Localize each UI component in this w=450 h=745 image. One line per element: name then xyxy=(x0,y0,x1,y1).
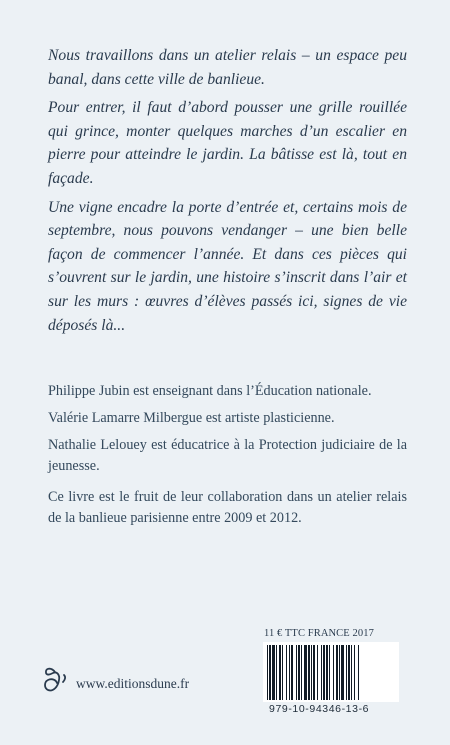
isbn-number: 979-10-94346-13-6 xyxy=(269,703,370,715)
barcode-bar xyxy=(329,645,330,700)
barcode-bar xyxy=(317,645,318,700)
barcode-bar xyxy=(336,645,338,700)
barcode-bar xyxy=(269,645,271,700)
barcode-bar xyxy=(313,645,315,700)
barcode-bar xyxy=(304,645,307,700)
barcode-bar xyxy=(358,645,359,700)
barcode-bar xyxy=(351,645,352,700)
barcode-bar xyxy=(286,645,287,700)
intro-paragraph-1: Nous travaillons dans un atelier relais – un espace peu banal, dans cette ville de banlieue. xyxy=(48,47,407,88)
barcode-bar xyxy=(323,645,325,700)
barcode-bar xyxy=(348,645,350,700)
intro-paragraph-3: Une vigne encadre la porte d’entrée et, certains mois de septembre, nous pouvons vendanger – une bien belle façon de commencer l’année. Et dans ces pièces qui s’ouvrent sur le jardin, une histoire s’inscrit dans l’air et sur les murs : œuvres d’élèves passés ici, signes de vie déposés là... xyxy=(48,198,407,334)
intro-paragraph-2: Pour entrer, il faut d’abord pousser une grille rouillée qui grince, monter quelques marches d’un escalier en pierre pour atteindre le jardin. La bâtisse est là, tout en façade. xyxy=(48,99,407,187)
barcode-bar xyxy=(289,645,290,700)
publisher-logo xyxy=(42,665,70,695)
intro-text xyxy=(48,44,407,342)
barcode-bar xyxy=(339,645,340,700)
barcode-bar xyxy=(282,645,283,700)
bio-valerie-lamarre-milbergue: Valérie Lamarre Milbergue est artiste plasticienne. xyxy=(48,410,335,426)
barcode-bar xyxy=(354,645,355,700)
barcode-bar xyxy=(291,645,293,700)
barcode-bar xyxy=(341,645,344,700)
price-label: 11 € TTC FRANCE 2017 xyxy=(264,628,374,639)
barcode-bar xyxy=(333,645,334,700)
barcode-bar xyxy=(272,645,275,700)
collaboration-note: Ce livre est le fruit de leur collaboration dans un atelier relais de la banlieue parisienne entre 2009 et 2012. xyxy=(48,489,407,526)
barcode-bar xyxy=(276,645,277,700)
barcode-bar xyxy=(321,645,322,700)
barcode xyxy=(263,642,399,702)
bio-philippe-jubin: Philippe Jubin est enseignant dans l’Éducation nationale. xyxy=(48,383,372,399)
bio-nathalie-lelouey: Nathalie Lelouey est éducatrice à la Protection judiciaire de la jeunesse. xyxy=(48,437,407,474)
author-bios xyxy=(48,381,407,535)
barcode-bar xyxy=(298,645,300,700)
barcode-bar xyxy=(279,645,281,700)
barcode-bar xyxy=(301,645,302,700)
barcode-bar xyxy=(346,645,347,700)
barcode-bar xyxy=(296,645,297,700)
barcode-bar xyxy=(326,645,328,700)
barcode-bar xyxy=(267,645,268,700)
barcode-bar xyxy=(311,645,312,700)
publisher-website[interactable]: www.editionsdune.fr xyxy=(76,676,190,691)
barcode-bar xyxy=(308,645,310,700)
